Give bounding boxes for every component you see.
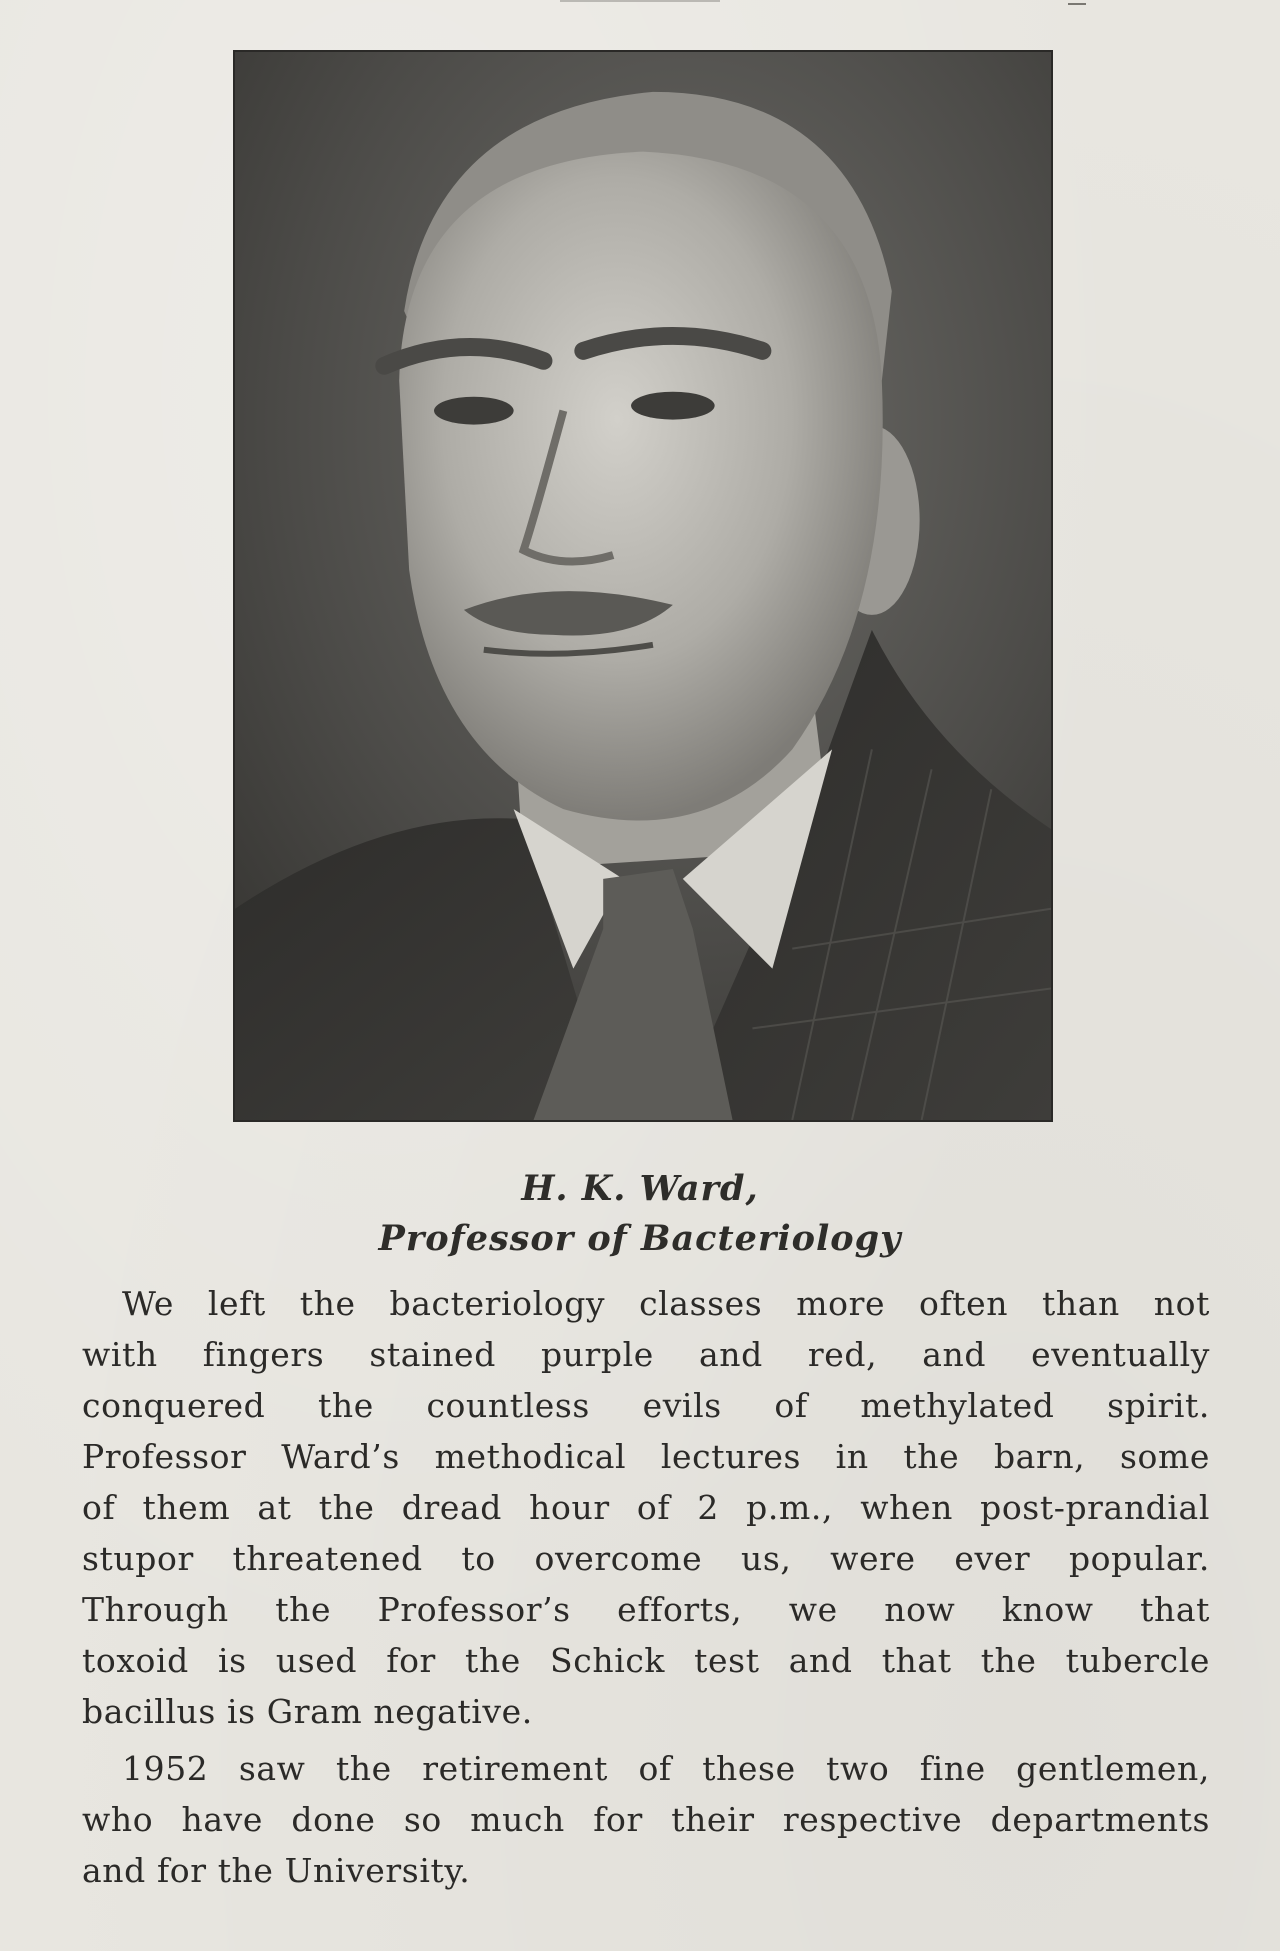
paragraph-line: bacillus is Gram negative. bbox=[82, 1692, 533, 1731]
portrait-illustration bbox=[235, 52, 1051, 1120]
caption-name: H. K. Ward, bbox=[521, 1168, 759, 1209]
paragraph-line: Professor Ward’s methodical lectures in the barn, some bbox=[82, 1437, 1210, 1476]
paragraph-line: who have done so much for their respective departments bbox=[82, 1800, 1210, 1839]
paragraph-line: 1952 saw the retirement of these two fine gentlemen, bbox=[122, 1749, 1210, 1788]
paragraph-2 bbox=[82, 1743, 1210, 1896]
portrait-photo bbox=[233, 50, 1053, 1122]
paragraph-1 bbox=[82, 1278, 1210, 1737]
paragraph-line: of them at the dread hour of 2 p.m., when post-prandial bbox=[82, 1488, 1210, 1527]
paragraph-line: We left the bacteriology classes more often than not bbox=[122, 1284, 1210, 1323]
caption-title: Professor of Bacteriology bbox=[378, 1218, 902, 1259]
paragraph-line: toxoid is used for the Schick test and that the tubercle bbox=[82, 1641, 1210, 1680]
paragraph-line: with fingers stained purple and red, and eventually bbox=[82, 1335, 1210, 1374]
top-rule-mark bbox=[1068, 3, 1086, 5]
top-rule bbox=[560, 0, 720, 2]
paragraph-line: stupor threatened to overcome us, were ever popular. bbox=[82, 1539, 1210, 1578]
paragraph-line: and for the University. bbox=[82, 1851, 471, 1890]
paragraph-line: Through the Professor’s efforts, we now know that bbox=[82, 1590, 1210, 1629]
paragraph-line: conquered the countless evils of methylated spirit. bbox=[82, 1386, 1210, 1425]
